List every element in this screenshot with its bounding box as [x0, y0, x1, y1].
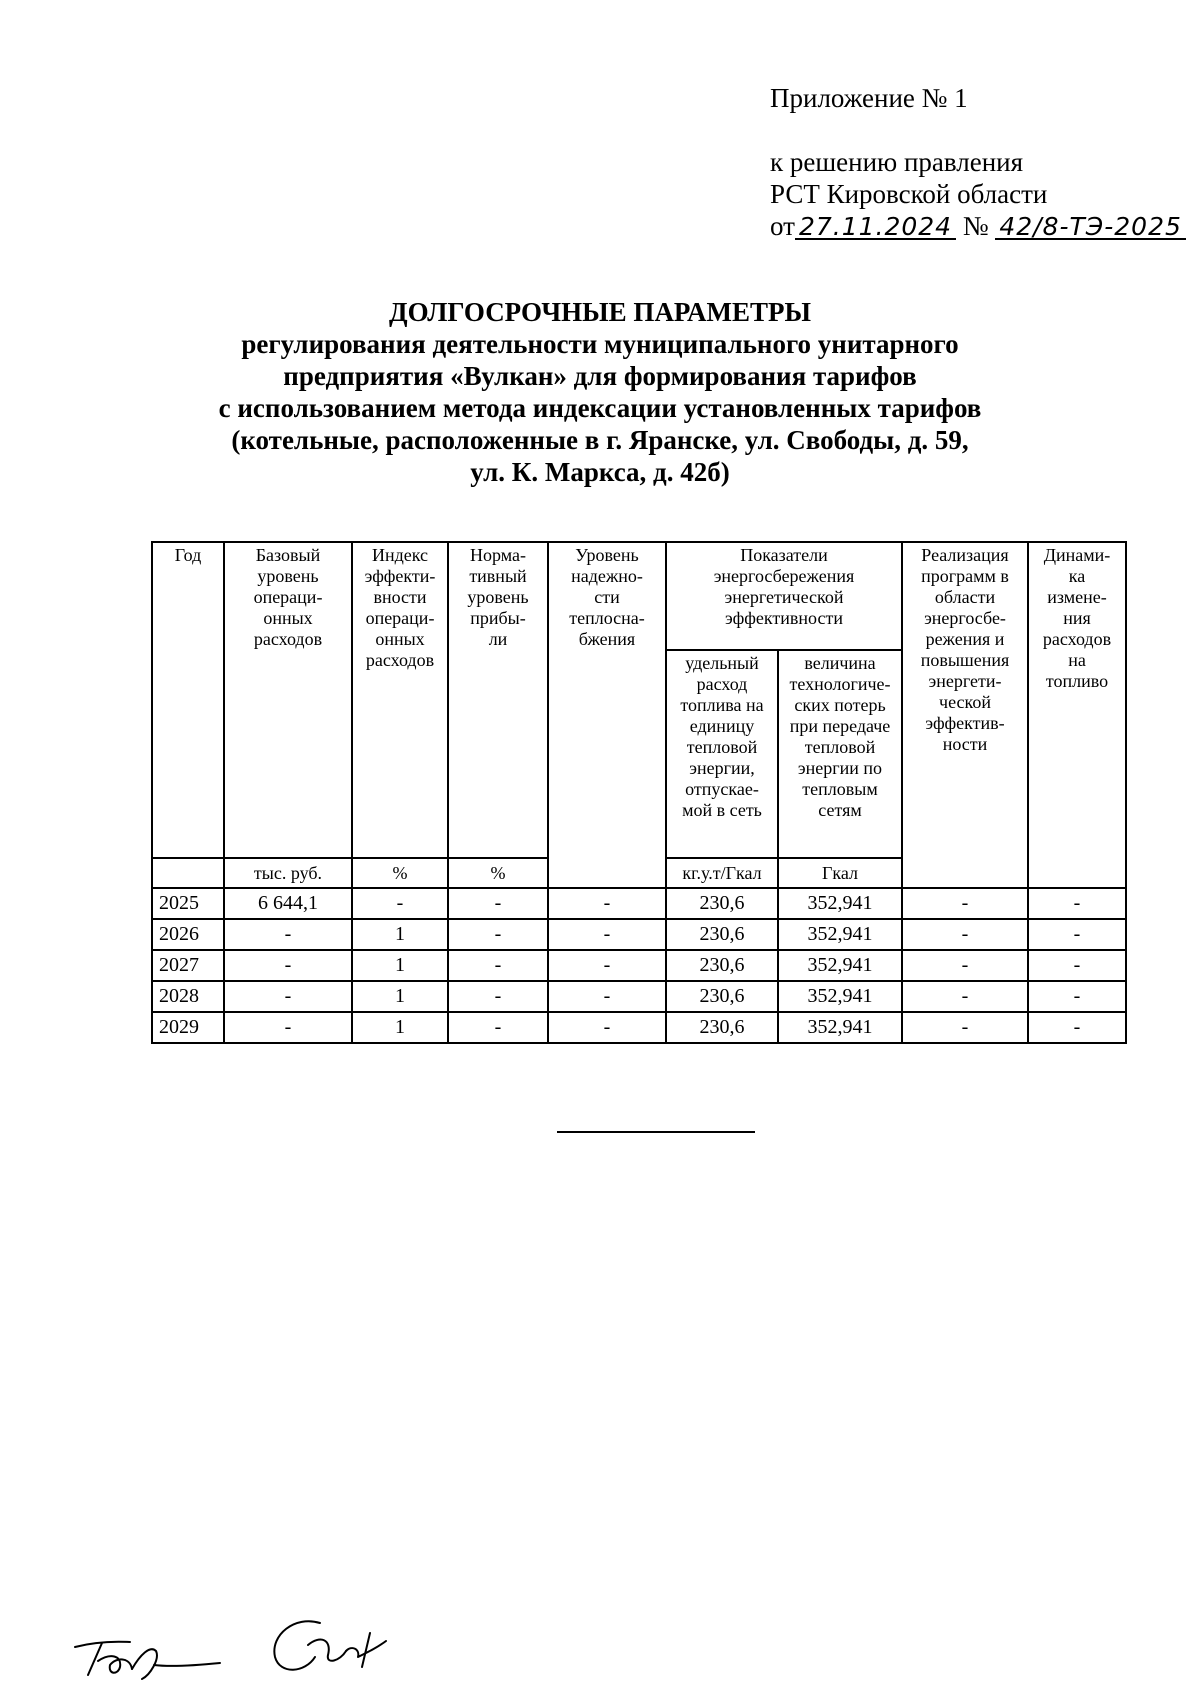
title-heading: ДОЛГОСРОЧНЫЕ ПАРАМЕТРЫ	[389, 297, 811, 327]
header-line: операци-	[365, 608, 435, 628]
cell-index: 1	[352, 1012, 448, 1043]
cell-reliability: -	[548, 919, 666, 950]
header-line: энергосбе-	[924, 608, 1006, 628]
header-programs	[902, 542, 1028, 888]
cell-programs: -	[902, 950, 1028, 981]
header-line: ли	[488, 629, 508, 649]
header-line: единицу	[689, 716, 755, 736]
cell-losses: 352,941	[778, 1012, 902, 1043]
header-line: расход	[696, 674, 748, 694]
header-line: теплосна-	[569, 608, 645, 628]
cell-losses: 352,941	[778, 919, 902, 950]
header-line: ческой	[939, 692, 991, 712]
table-row	[152, 950, 1126, 981]
header-profit-level	[448, 542, 548, 858]
cell-base: 6 644,1	[224, 888, 352, 919]
cell-base: -	[224, 919, 352, 950]
header-line: энергии по	[797, 758, 883, 778]
cell-year: 2027	[152, 950, 224, 981]
unit-empty	[152, 858, 224, 888]
header-line: ка	[1068, 566, 1086, 586]
cell-fuel: 230,6	[666, 1012, 778, 1043]
table-row	[152, 1012, 1126, 1043]
cell-reliability: -	[548, 981, 666, 1012]
cell-reliability: -	[548, 888, 666, 919]
title-line-5: ул. К. Маркса, д. 42б)	[470, 457, 730, 487]
title-line-2: предприятия «Вулкан» для формирования тарифов	[283, 361, 917, 391]
annex-title: Приложение № 1	[770, 83, 968, 113]
unit-profit: %	[448, 858, 548, 888]
header-line: ских потерь	[794, 695, 886, 715]
unit-losses: Гкал	[778, 858, 902, 888]
cell-programs: -	[902, 981, 1028, 1012]
header-line: операци-	[253, 587, 323, 607]
signature-image	[70, 1595, 400, 1685]
header-line: сетям	[818, 800, 862, 820]
header-line: повышения	[920, 650, 1010, 670]
cell-fuel: 230,6	[666, 981, 778, 1012]
cell-dynamics: -	[1028, 919, 1126, 950]
title-line-4: (котельные, расположенные в г. Яранске, ул. Свободы, д. 59,	[231, 425, 969, 455]
title-line-3: с использованием метода индексации установленных тарифов	[218, 393, 982, 423]
cell-profit: -	[448, 950, 548, 981]
annex-block	[770, 82, 1186, 242]
header-line: надежно-	[571, 566, 643, 586]
cell-reliability: -	[548, 1012, 666, 1043]
cell-index: 1	[352, 950, 448, 981]
cell-programs: -	[902, 1012, 1028, 1043]
header-line: Показатели	[740, 545, 828, 565]
header-line: расходов	[1042, 629, 1112, 649]
header-line: ния	[1063, 608, 1091, 628]
cell-dynamics: -	[1028, 888, 1126, 919]
header-line: величина	[804, 653, 876, 673]
cell-index: -	[352, 888, 448, 919]
cell-fuel: 230,6	[666, 888, 778, 919]
cell-dynamics: -	[1028, 950, 1126, 981]
unit-fuel: кг.у.т/Гкал	[666, 858, 778, 888]
header-line: топливо	[1045, 671, 1109, 691]
header-line: онных	[263, 608, 313, 628]
header-year: Год	[152, 542, 224, 858]
header-line: эффекти-	[364, 566, 436, 586]
header-line: на	[1068, 650, 1086, 670]
unit-index: %	[352, 858, 448, 888]
annex-date-line	[770, 210, 1186, 242]
cell-dynamics: -	[1028, 1012, 1126, 1043]
cell-index: 1	[352, 919, 448, 950]
cell-year: 2025	[152, 888, 224, 919]
cell-index: 1	[352, 981, 448, 1012]
header-line: тепловой	[686, 737, 758, 757]
header-fuel-dynamics	[1028, 542, 1126, 888]
header-line: вности	[373, 587, 427, 607]
table-row	[152, 981, 1126, 1012]
header-specific-fuel	[666, 650, 778, 858]
header-line: измене-	[1047, 587, 1107, 607]
header-line: Уровень	[575, 545, 639, 565]
header-line: расходов	[365, 650, 435, 670]
header-line: мой в сеть	[682, 800, 762, 820]
header-line: эффектив-	[925, 713, 1005, 733]
header-efficiency-index	[352, 542, 448, 858]
cell-losses: 352,941	[778, 981, 902, 1012]
cell-programs: -	[902, 888, 1028, 919]
cell-fuel: 230,6	[666, 919, 778, 950]
header-line: области	[934, 587, 996, 607]
cell-programs: -	[902, 919, 1028, 950]
cell-fuel: 230,6	[666, 950, 778, 981]
date-prefix: от	[770, 211, 795, 241]
parameters-table	[151, 541, 1127, 1044]
header-line: удельный	[685, 653, 759, 673]
cell-losses: 352,941	[778, 888, 902, 919]
handwritten-date: 27.11.2024	[795, 216, 956, 240]
header-line: онных	[375, 629, 425, 649]
cell-year: 2026	[152, 919, 224, 950]
number-prefix: №	[962, 211, 989, 241]
header-line: при передаче	[789, 716, 891, 736]
header-line: тепловым	[802, 779, 878, 799]
handwritten-number: 42/8-ТЭ-2025	[995, 216, 1186, 240]
cell-profit: -	[448, 1012, 548, 1043]
header-line: энергети-	[928, 671, 1002, 691]
header-line: отпускае-	[685, 779, 759, 799]
header-line: программ в	[921, 566, 1009, 586]
header-energy-saving-group	[666, 542, 902, 650]
title-line-1: регулирования деятельности муниципального унитарного	[241, 329, 959, 359]
header-line: прибы-	[470, 608, 526, 628]
annex-line-1: к решению правления	[770, 147, 1024, 177]
header-line: уровень	[467, 587, 529, 607]
header-line: расходов	[253, 629, 323, 649]
header-line: Индекс	[371, 545, 429, 565]
cell-base: -	[224, 950, 352, 981]
header-line: топлива на	[680, 695, 764, 715]
unit-base: тыс. руб.	[224, 858, 352, 888]
header-line: тепловой	[804, 737, 876, 757]
header-base-opex	[224, 542, 352, 858]
header-line: энергосбережения	[713, 566, 855, 586]
header-heat-losses	[778, 650, 902, 858]
cell-dynamics: -	[1028, 981, 1126, 1012]
header-line: Реализация	[921, 545, 1009, 565]
header-reliability	[548, 542, 666, 888]
header-line: эффективности	[725, 608, 843, 628]
cell-profit: -	[448, 919, 548, 950]
end-rule	[557, 1131, 755, 1133]
header-line: энергии,	[689, 758, 755, 778]
cell-base: -	[224, 981, 352, 1012]
header-line: уровень	[257, 566, 319, 586]
cell-profit: -	[448, 981, 548, 1012]
header-line: Динами-	[1043, 545, 1111, 565]
table-row	[152, 919, 1126, 950]
cell-year: 2029	[152, 1012, 224, 1043]
cell-year: 2028	[152, 981, 224, 1012]
cell-profit: -	[448, 888, 548, 919]
header-line: режения и	[925, 629, 1005, 649]
header-line: тивный	[469, 566, 527, 586]
header-line: Базовый	[255, 545, 321, 565]
document-title	[150, 296, 1050, 488]
header-line: энергетической	[724, 587, 844, 607]
header-line: Норма-	[470, 545, 526, 565]
table-row	[152, 888, 1126, 919]
header-line: сти	[594, 587, 620, 607]
table-body	[152, 888, 1126, 1043]
annex-line-2: РСТ Кировской области	[770, 179, 1048, 209]
header-line: ности	[942, 734, 988, 754]
header-line: технологиче-	[789, 674, 891, 694]
cell-base: -	[224, 1012, 352, 1043]
header-line: бжения	[578, 629, 636, 649]
cell-reliability: -	[548, 950, 666, 981]
cell-losses: 352,941	[778, 950, 902, 981]
